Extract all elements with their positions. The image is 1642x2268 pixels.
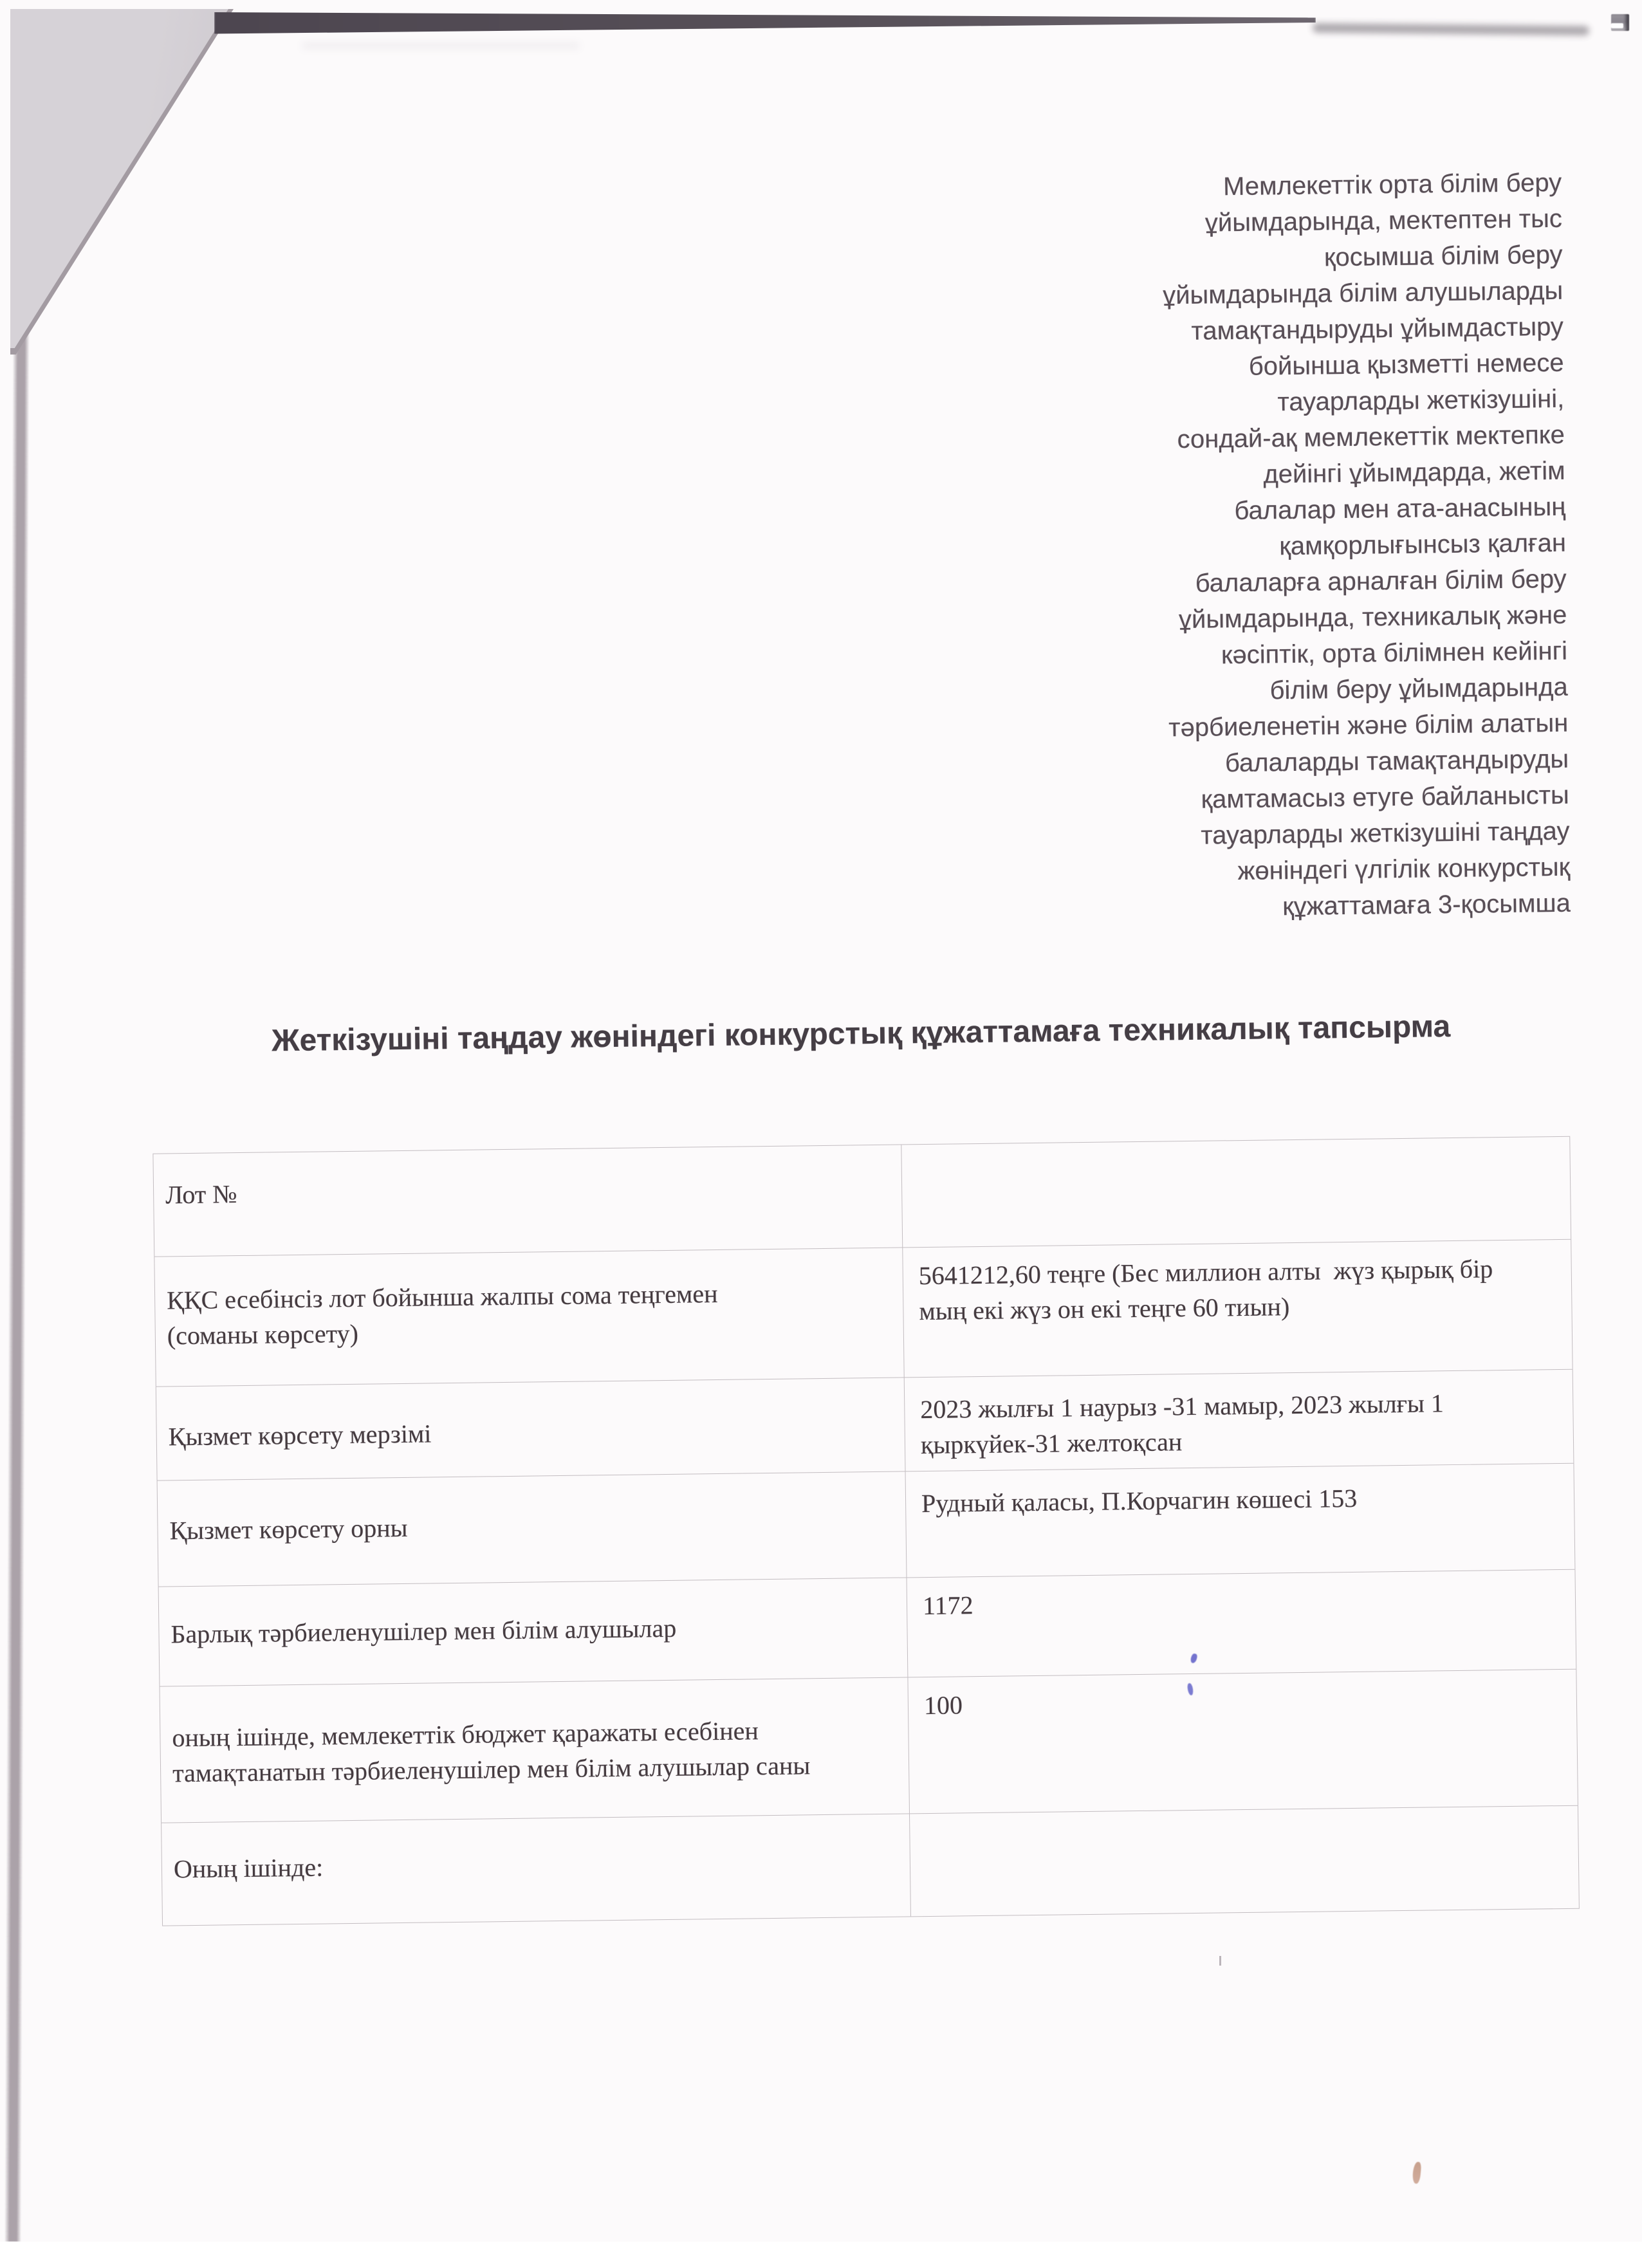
row-label: Барлық тәрбиеленушілер мен білім алушылар bbox=[158, 1578, 908, 1686]
appendix-line: ұйымдарында, мектептен тыс bbox=[1204, 204, 1563, 237]
row-label: Лот № bbox=[152, 1145, 902, 1256]
appendix-line: кәсіптік, орта білімнен кейінгі bbox=[1221, 636, 1568, 670]
appendix-line: қамтамасыз етуге байланысты bbox=[1201, 780, 1570, 814]
table-row bbox=[154, 1240, 1573, 1387]
row-label: Қызмет көрсету мерзімі bbox=[156, 1378, 905, 1480]
appendix-line: құжаттамаға 3-қосымша bbox=[1282, 889, 1571, 921]
appendix-line: балаларды тамақтандыруды bbox=[1224, 744, 1569, 778]
row-value: 1172 bbox=[907, 1570, 1577, 1677]
appendix-line: бойынша қызметті немесе bbox=[1248, 348, 1564, 381]
appendix-line: ұйымдарында білім алушыларды bbox=[1162, 276, 1564, 310]
table-row bbox=[152, 1137, 1571, 1257]
scan-bottom-margin bbox=[0, 2242, 1642, 2258]
appendix-note bbox=[1161, 165, 1571, 927]
appendix-line: сондай-ақ мемлекеттік мектепке bbox=[1177, 420, 1565, 454]
appendix-line: тәрбиеленетін және білім алатын bbox=[1168, 708, 1569, 742]
appendix-line: дейінгі ұйымдарда, жетім bbox=[1263, 456, 1565, 489]
table-row bbox=[157, 1464, 1576, 1587]
row-value: 2023 жылғы 1 наурыз -31 мамыр, 2023 жылғы 1 қыркүйек-31 желтоқсан bbox=[904, 1370, 1574, 1471]
row-value: 100 bbox=[907, 1670, 1578, 1814]
table-row bbox=[160, 1670, 1578, 1823]
document-title: Жеткізушіні таңдау жөніндегі конкурстық құжаттамаға техникалық тапсырма bbox=[271, 1010, 1451, 1058]
appendix-line: қосымша білім беру bbox=[1324, 240, 1563, 272]
appendix-line: білім беру ұйымдарында bbox=[1269, 672, 1568, 705]
appendix-line: жөніндегі үлгілік конкурстық bbox=[1237, 853, 1571, 886]
table-row bbox=[156, 1370, 1574, 1481]
appendix-line: қамқорлығынсыз қалған bbox=[1279, 528, 1567, 561]
scan-speck bbox=[1219, 1956, 1221, 1966]
appendix-line: ұйымдарында, техникалық және bbox=[1178, 600, 1567, 634]
spec-table bbox=[152, 1136, 1580, 1926]
row-value: 5641212,60 теңге (Бес миллион алты жүз қырық бір мың екі жүз он екі теңге 60 тиын) bbox=[902, 1240, 1573, 1378]
row-label: Қызмет көрсету орны bbox=[157, 1471, 907, 1586]
appendix-line: Мемлекеттік орта білім беру bbox=[1222, 168, 1562, 201]
appendix-line: тауарларды жеткізушіні, bbox=[1277, 384, 1565, 417]
row-label: Оның ішінде: bbox=[161, 1814, 910, 1925]
appendix-line: балалар мен ата-анасының bbox=[1234, 492, 1566, 526]
appendix-line: тауарларды жеткізушіні таңдау bbox=[1201, 816, 1570, 850]
table-row bbox=[158, 1570, 1577, 1687]
row-label: оның ішінде, мемлекеттік бюджет қаражаты есебінен тамақтанатын тәрбиеленушілер мен білім алушылар саны bbox=[160, 1677, 909, 1822]
appendix-line: балаларға арналған білім беру bbox=[1195, 564, 1567, 598]
table-row bbox=[161, 1806, 1580, 1926]
row-label: ҚҚС есебінсіз лот бойынша жалпы сома теңгемен (соманы көрсету) bbox=[154, 1248, 903, 1386]
row-value bbox=[901, 1137, 1571, 1248]
row-value bbox=[909, 1806, 1580, 1917]
row-value: Рудный қаласы, П.Корчагин көшесі 153 bbox=[905, 1464, 1576, 1578]
appendix-line: тамақтандыруды ұйымдастыру bbox=[1191, 312, 1564, 346]
